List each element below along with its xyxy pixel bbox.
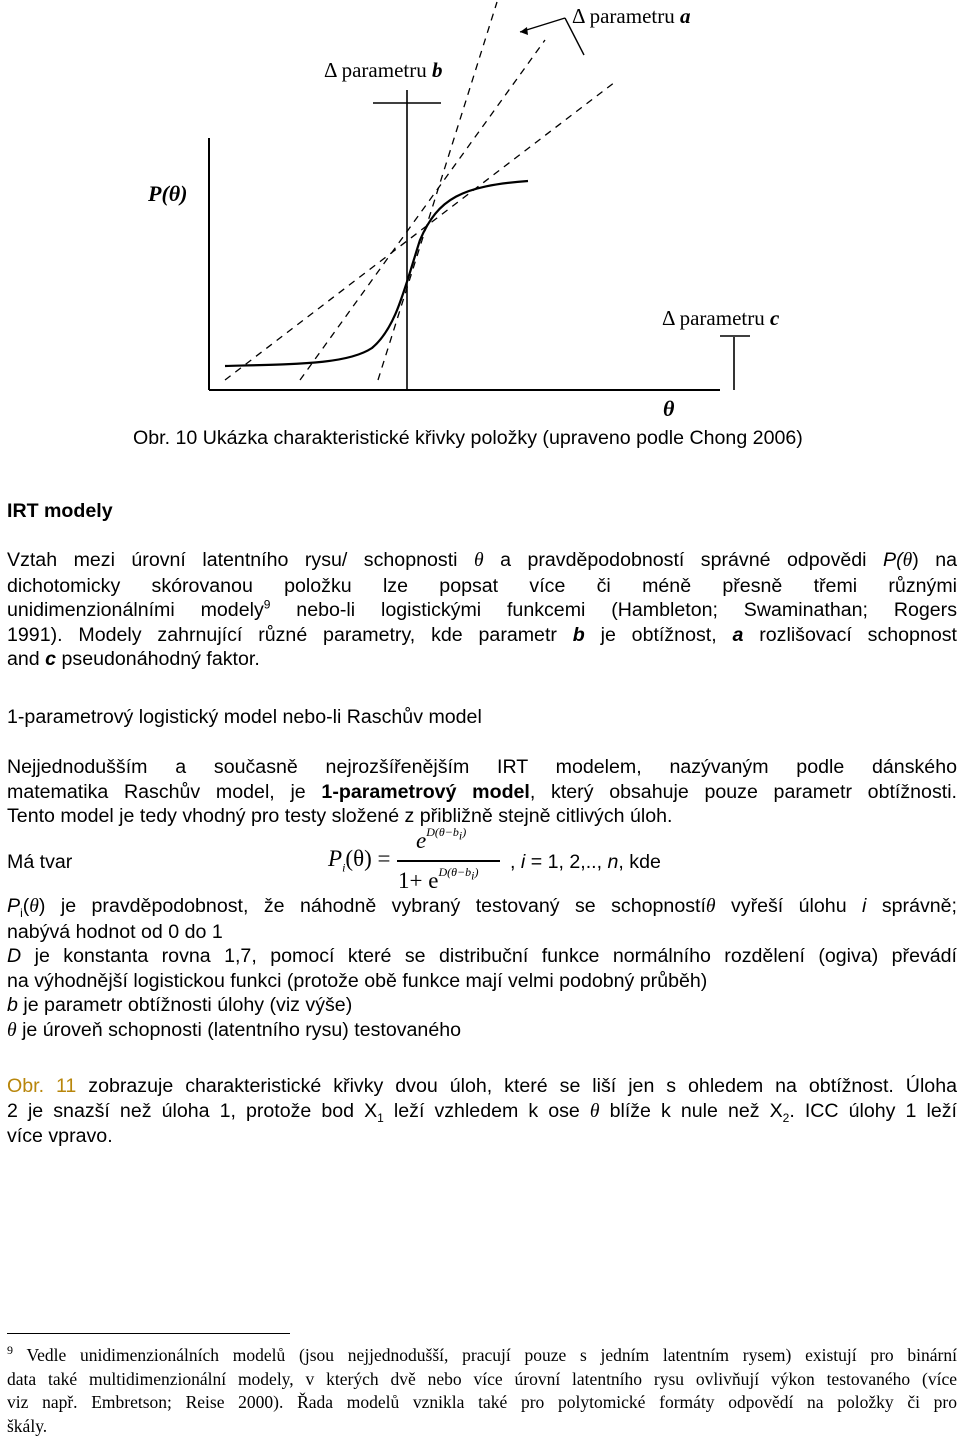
figure-reference-link[interactable]: Obr. 11 (7, 1075, 77, 1097)
icc-figure (0, 0, 960, 430)
heading-rasch-model: 1-parametrový logistický model nebo-li Raschův model (7, 706, 482, 728)
formula-lhs: $P_i(\theta)$ = (328, 846, 391, 875)
formula-denominator: $1+ e^{D(\theta-b_i)}$ (398, 865, 479, 893)
figure-caption: Obr. 10 Ukázka charakteristické křivky položky (upraveno podle Chong 2006) (133, 427, 803, 449)
footnote-line2: data také multidimenzionální modely, v kterých dvě nebo více úrovní latentního rysu ovlivňují výkon testovaného (více (7, 1368, 957, 1389)
definitions (7, 894, 957, 1044)
footnote-line4: škály. (7, 1415, 48, 1436)
def-d-line1: D je konstanta rovna 1,7, pomocí které se distribuční funkce normálního rozdělení (ogiva) převádí (7, 945, 957, 968)
p1-line1: Vztah mezi úrovní latentního rysu/ schopnosti θ a pravděpodobností správné odpovědi P(θ) na (7, 549, 958, 571)
label-parametru-b: Δ parametru b (324, 58, 443, 82)
formula-fraction-bar (397, 860, 500, 862)
footnote-rule (7, 1333, 290, 1334)
footnote-line1: $^9$ Vedle unidimenzionálních modelů (jsou nejjednodušší, pracují pouze s jedním latentním rysem) existují pro binární (7, 1343, 958, 1365)
def-p-line1: $P_i(\theta)$ je pravděpodobnost, že náhodně vybraný testovaný se schopnostíθ vyřeší úlohu i správně; (7, 895, 957, 920)
p2-line1: Nejjednodušším a současně nejrozšířenějším IRT modelem, nazývaným podle dánského (7, 756, 957, 778)
p1-line3: unidimenzionálními modely$^9$ nebo-li logistickými funkcemi (Hambleton; Swaminathan; Rogers (7, 597, 957, 622)
def-b: b je parametr obtížnosti úlohy (viz výše) (7, 994, 353, 1017)
paragraph-obr11 (7, 1074, 957, 1149)
paragraph-rasch (7, 755, 957, 829)
x-axis-label: θ (663, 396, 675, 421)
label-parametru-c: Δ parametru c (662, 306, 780, 330)
y-axis-label: P(θ) (148, 181, 188, 206)
def-p-line2: nabývá hodnot od 0 do 1 (7, 920, 223, 943)
p2-line2: matematika Raschův model, je 1-parametrový model, který obsahuje pouze parametr obtížnosti. (7, 780, 957, 803)
def-theta: θ je úroveň schopnosti (latentního rysu) testovaného (7, 1018, 462, 1041)
def-d-line2: na výhodnější logistickou funkci (protože obě funkce mají velmi podobný průběh) (7, 969, 708, 992)
p1-line4: 1991). Modely zahrnující různé parametry, kde parametr b je obtížnost, a rozlišovací schopnost (7, 623, 957, 646)
tangent-line-shallow (225, 82, 615, 380)
heading-irt-modely: IRT modely (7, 500, 113, 522)
label-parametru-a: Δ parametru a (572, 4, 691, 28)
tangent-line-medium (300, 40, 545, 380)
formula-tail: , i = 1, 2,.., n, kde (510, 851, 661, 873)
formula-numerator: $e^{D(\theta-b_i)}$ (416, 825, 467, 853)
p2-line3: Tento model je tedy vhodný pro testy složené z přibližně stejně citlivých úloh. (7, 805, 673, 828)
p1-line5: and c pseudonáhodný faktor. (7, 648, 260, 671)
p3-line3: více vpravo. (7, 1125, 113, 1148)
p3-line2: 2 je snazší než úloha 1, protože bod $X_1$ leží vzhledem k ose θ blíže k nule než $X_2$. ICC úlohy 1 leží (7, 1099, 957, 1125)
formula-label: Má tvar (7, 851, 73, 873)
p1-line2: dichotomicky skórovanou položku lze popsat více či méně přesně třemi různými (7, 574, 957, 597)
paragraph-irt (7, 548, 957, 672)
p3-line1: Obr. 11 zobrazuje charakteristické křivky dvou úloh, které se liší jen s ohledem na obtížnost. Úloha (7, 1075, 957, 1097)
footnote (7, 1344, 957, 1438)
footnote-line3: viz např. Embretson; Reise 2000). Řada modelů vznikla také pro polytomické formáty odpovědí na položky či pro (7, 1392, 957, 1412)
